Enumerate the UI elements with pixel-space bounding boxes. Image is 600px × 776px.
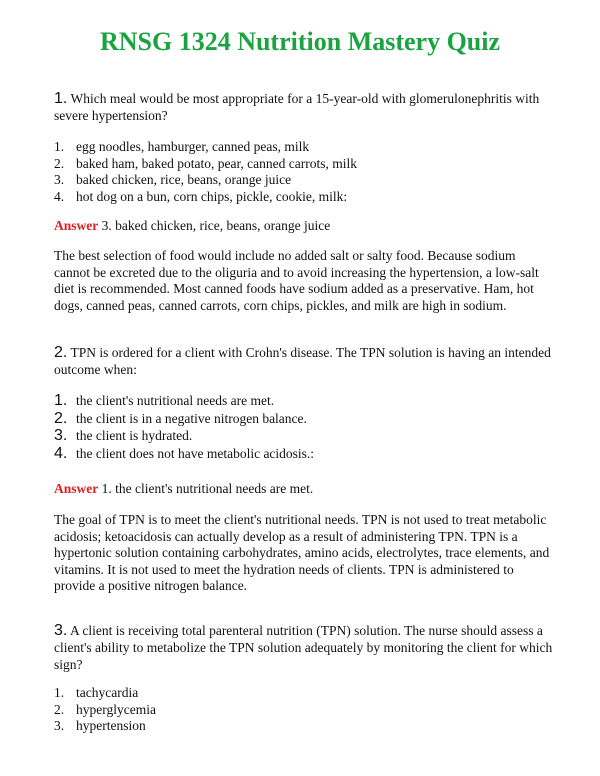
answer-label: Answer	[54, 218, 99, 233]
explanation-2: The goal of TPN is to meet the client's nutritional needs. TPN is not used to treat metabolic acidosis; ketoacidosis can actually develop as a result of administering TPN. TPN is a hypertonic solution containing carbohydrates, amino acids, electrolytes, trace elements, and vitamins. It is not used to meet the hydration needs of clients. TPN is administered to provide a positive nitrogen balance.	[54, 512, 550, 594]
options-2	[54, 392, 554, 462]
answer-label: Answer	[54, 481, 99, 496]
answer-text: 1. the client's nutritional needs are met.	[101, 481, 314, 496]
question-1	[54, 90, 554, 124]
options-3	[54, 685, 554, 735]
question-text: A client is receiving total parenteral nutrition (TPN) solution. The nurse should assess a client's ability to metabolize the TPN solution adequately by monitoring the client for which sign?	[54, 623, 553, 672]
option: 2. hyperglycemia	[54, 701, 156, 717]
option: 3. hypertension	[54, 718, 146, 733]
explanation-1: The best selection of food would include no added salt or salty food. Because sodium cannot be excreted due to the oliguria and to avoid increasing the hypertension, a low-salt diet is recommended. Most canned foods have sodium added as a preservative. Ham, hot dogs, canned peas, canned carrots, corn chips, pickles, and milk are high in sodium.	[54, 248, 539, 313]
question-number: 1.	[54, 90, 68, 107]
question-text: Which meal would be most appropriate for a 15-year-old with glomerulonephritis with severe hypertension?	[54, 91, 540, 123]
options-1	[54, 139, 554, 205]
question-number: 2.	[54, 344, 68, 361]
option: 1. the client's nutritional needs are met.	[54, 392, 275, 409]
option: 3. baked chicken, rice, beans, orange juice	[54, 172, 292, 187]
option: 3. the client is hydrated.	[54, 427, 193, 444]
answer-1	[54, 217, 554, 234]
answer-text: 3. baked chicken, rice, beans, orange juice	[101, 218, 331, 233]
question-text: TPN is ordered for a client with Crohn's disease. The TPN solution is having an intended outcome when:	[54, 345, 551, 377]
option: 4. hot dog on a bun, corn chips, pickle, cookie, milk:	[54, 188, 348, 204]
question-number: 3.	[54, 622, 68, 639]
option: 2. the client is in a negative nitrogen balance.	[54, 409, 307, 427]
option: 1. tachycardia	[54, 685, 139, 700]
option: 4. the client does not have metabolic acidosis.:	[54, 444, 315, 462]
option: 2. baked ham, baked potato, pear, canned carrots, milk	[54, 155, 357, 171]
page-title: RNSG 1324 Nutrition Mastery Quiz	[99, 27, 501, 56]
answer-2	[54, 480, 554, 497]
option: 1. egg noodles, hamburger, canned peas, milk	[54, 139, 310, 154]
question-3	[54, 622, 554, 673]
question-2	[54, 344, 554, 378]
